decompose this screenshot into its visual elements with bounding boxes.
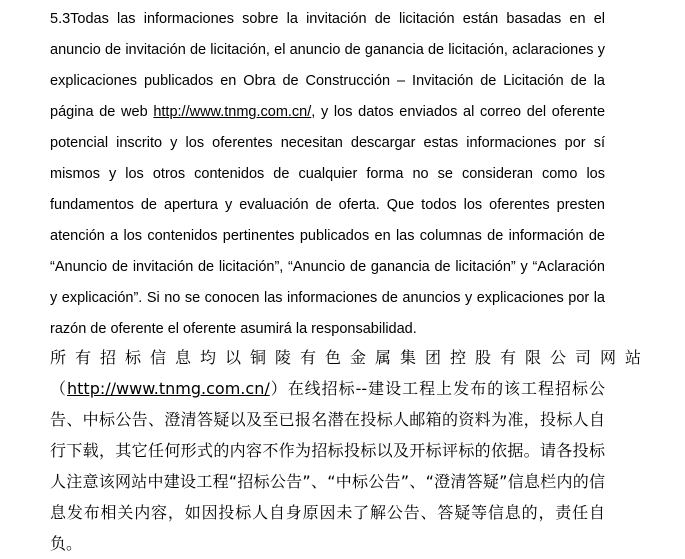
chinese-paragraph [50,342,651,559]
spanish-text-prefix: 5.3Todas las informaciones sobre la invitación de licitación están basadas en el anuncio de invitación de licitación, el anuncio de ganancia de licitación, aclaraciones y explicaciones publicados en Obra de Construcción – Invitación de Licitación de la página de web [50,11,605,120]
chinese-first-line: 所有招标信息均以铜陵有色金属集团控股有限公司网站 [50,348,651,367]
chinese-open-paren: （ [50,379,67,398]
chinese-text-rest: ）在线招标--建设工程上发布的该工程招标公告、中标公告、澄清答疑以及至已报名潜在投标人邮箱的资料为准，投标人自行下载，其它任何形式的内容不作为招标投标以及开标评标的依据。请各投标人注意该网站中建设工程“招标公告”、“中标公告”、“澄清答疑”信息栏内的信息发布相关内容，如因投标人自身原因未了解公告、答疑等信息的，责任自负。 [50,379,605,553]
spanish-text-suffix: , y los datos enviados al correo del oferente potencial inscrito y los oferentes necesitan descargar estas informaciones por sí mismos y los otros contenidos de cualquier forma no se consideran como los fundamentos de apertura y evaluación de oferta. Que todos los oferentes presten atención a los contenidos pertinentes publicados en las columnas de información de “Anuncio de invitación de licitación”, “Anuncio de ganancia de licitación” y “Aclaración y explicación”. Si no se conocen las informaciones de anuncios y explicaciones por la razón de oferente el oferente asumirá la responsabilidad. [50,104,606,337]
spanish-website-link[interactable]: http://www.tnmg.com.cn/ [153,104,312,120]
chinese-website-link[interactable]: http://www.tnmg.com.cn/ [67,379,270,398]
spanish-paragraph [50,4,605,345]
